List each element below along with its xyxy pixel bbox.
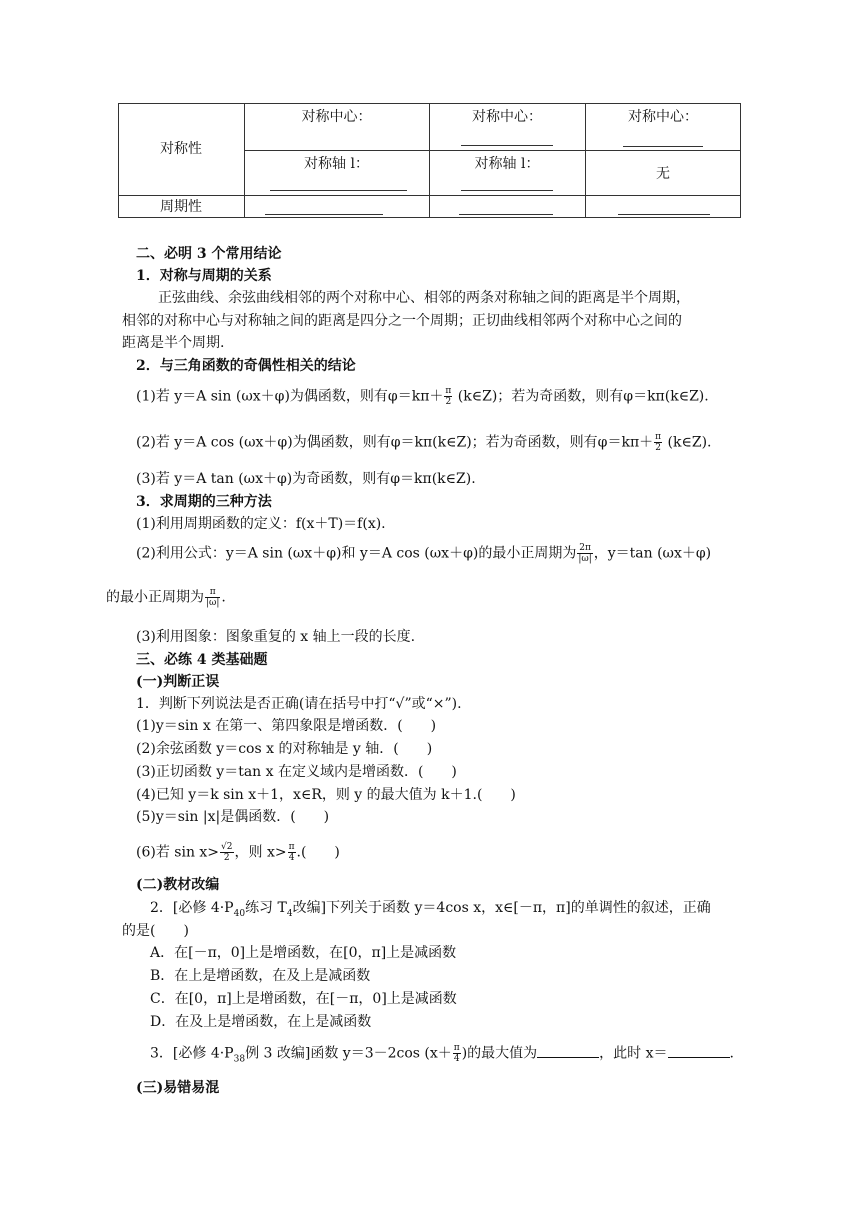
question-1-item-5: (5)y＝sin |x|是偶函数．( ) — [136, 809, 330, 825]
section-3-title: 三、必练 4 类基础题 — [136, 652, 268, 668]
option-b[interactable]: B．在上是增函数，在及上是减函数 — [150, 968, 371, 984]
sin-axis-blank[interactable] — [270, 190, 407, 191]
two-pi-over-abs-omega-fraction: $\frac{2\pi}{|\omega|}$ — [578, 543, 592, 564]
s3-line3: 的最小正周期为 $\frac{\pi}{|\omega|}$ . — [106, 587, 226, 608]
row-label-period: 周期性 — [160, 199, 202, 215]
tan-period-blank[interactable] — [618, 214, 710, 215]
cos-center-label: 对称中心： — [472, 109, 542, 125]
pi-over-abs-omega-fraction: $\frac{\pi}{|\omega|}$ — [206, 587, 220, 608]
s3-line2: (2)利用公式：y＝A sin (ωx＋φ)和 y＝A cos (ωx＋φ)的最小正周期为 $\frac{2\pi}{|\omega|}$ ，y＝tan (ωx＋φ) — [136, 543, 712, 564]
subsection-confusable: (三)易错易混 — [136, 1080, 220, 1096]
s3-title: 3．求周期的三种方法 — [136, 494, 272, 510]
question-2-line2: 的是( ) — [122, 923, 189, 939]
s2-line3: (3)若 y＝A tan (ωx＋φ)为奇函数，则有φ＝kπ(k∈Z). — [136, 471, 476, 487]
cos-period-blank[interactable] — [459, 214, 553, 215]
section-2-title: 二、必明 3 个常用结论 — [136, 246, 282, 262]
sin-axis-label: 对称轴 l： — [304, 156, 369, 172]
sin-period-blank[interactable] — [265, 214, 383, 215]
s2-line1: (1)若 y＝A sin (ωx＋φ)为偶函数，则有φ＝kπ＋ $\frac{\pi}{2}$ (k∈Z)；若为奇函数，则有φ＝kπ(k∈Z). — [136, 386, 709, 407]
x-value-blank[interactable] — [668, 1045, 730, 1058]
s1-para-line3: 距离是半个周期. — [122, 335, 225, 351]
question-1: 1．判断下列说法是否正确(请在括号中打“√”或“×”). — [136, 696, 462, 712]
s1-title: 1．对称与周期的关系 — [136, 268, 272, 284]
subsection-textbook: (二)教材改编 — [136, 877, 220, 893]
question-1-item-1: (1)y＝sin x 在第一、第四象限是增函数．( ) — [136, 718, 437, 734]
tan-axis-none: 无 — [656, 166, 670, 182]
pi-over-2-fraction: $\frac{\pi}{2}$ — [445, 386, 452, 407]
s2-title: 2．与三角函数的奇偶性相关的结论 — [136, 358, 356, 374]
sin-center-label: 对称中心： — [301, 109, 372, 125]
pi-over-4-fraction: $\frac{\pi}{4}$ — [288, 842, 295, 863]
s3-line4: (3)利用图象：图象重复的 x 轴上一段的长度. — [136, 629, 416, 645]
question-1-item-4: (4)已知 y＝k sin x＋1，x∈R，则 y 的最大值为 k＋1.( ) — [136, 787, 516, 803]
row-label-symmetry: 对称性 — [160, 141, 202, 157]
pi-over-4-fraction: $\frac{\pi}{4}$ — [453, 1043, 460, 1064]
max-value-blank[interactable] — [537, 1045, 599, 1058]
question-3: 3．[必修 $4\cdot P_{38}$例 3 改编]函数 y＝3－2cos (x＋ $\frac{\pi}{4}$ )的最大值为 ，此时 x＝ . — [150, 1043, 734, 1065]
option-d[interactable]: D．在及上是增函数，在上是减函数 — [150, 1014, 372, 1030]
cos-axis-label: 对称轴 l： — [474, 156, 540, 172]
subsection-judge: (一)判断正误 — [136, 674, 220, 690]
s3-line1: (1)利用周期函数的定义：f(x＋T)＝f(x). — [136, 516, 386, 532]
s1-para-line2: 相邻的对称中心与对称轴之间的距离是四分之一个周期；正切曲线相邻两个对称中心之间的 — [122, 313, 682, 329]
option-c[interactable]: C．在[0，π]上是增函数，在[－π，0]上是减函数 — [150, 991, 457, 1007]
properties-table — [118, 103, 741, 218]
question-1-item-3: (3)正切函数 y＝tan x 在定义域内是增函数．( ) — [136, 764, 457, 780]
question-2-line1: 2．[必修 $4\cdot P_{40}$练习 $T_4$改编]下列关于函数 y＝4cos x，x∈[－π，π]的单调性的叙述，正确 — [150, 900, 711, 919]
question-1-item-2: (2)余弦函数 y＝cos x 的对称轴是 y 轴．( ) — [136, 741, 433, 757]
pi-over-2-fraction: $\frac{\pi}{2}$ — [655, 432, 662, 453]
question-1-item-6: (6)若 sin x> $\frac{√2}{2}$ ，则 x> $\frac{\pi}{4}$ .( ) — [136, 842, 340, 863]
sqrt2-over-2-fraction: $\frac{√2}{2}$ — [221, 842, 233, 863]
tan-center-blank[interactable] — [623, 146, 703, 147]
cos-center-blank[interactable] — [461, 145, 553, 146]
option-a[interactable]: A．在[－π，0]上是增函数，在[0，π]上是减函数 — [150, 945, 457, 961]
tan-center-label: 对称中心： — [628, 109, 698, 125]
s1-para-line1: 正弦曲线、余弦曲线相邻的两个对称中心、相邻的两条对称轴之间的距离是半个周期， — [158, 290, 690, 306]
s2-line2: (2)若 y＝A cos (ωx＋φ)为偶函数，则有φ＝kπ(k∈Z)；若为奇函数，则有φ＝kπ＋ $\frac{\pi}{2}$ (k∈Z). — [136, 432, 712, 453]
cos-axis-blank[interactable] — [461, 190, 553, 191]
